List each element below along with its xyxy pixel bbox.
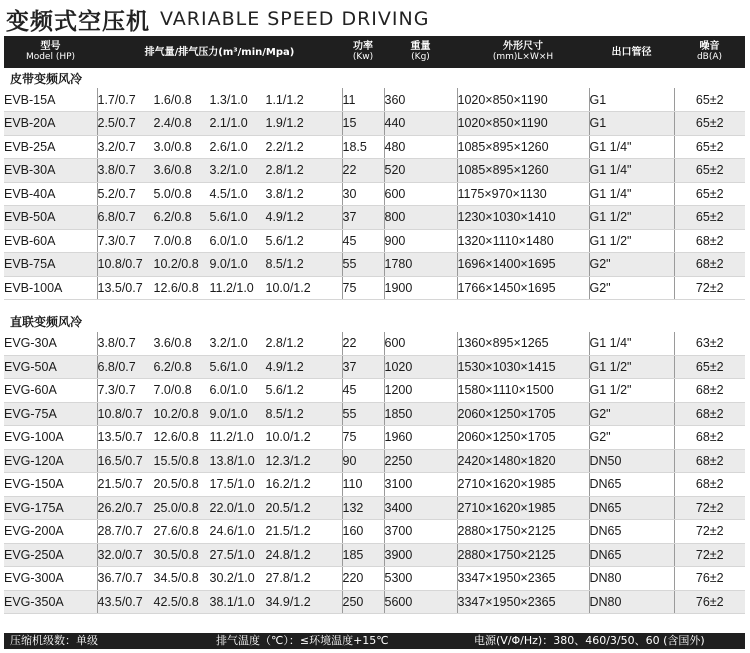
flow-value: 5.6/1.2 [265,383,304,398]
flow-value: 24.6/1.0 [209,524,255,539]
model-cell: EVB-20A [4,112,97,136]
flow-value: 32.0/0.7 [97,547,143,562]
flow-value: 3.8/0.7 [97,163,136,178]
dimensions-cell: 3347×1950×2365 [457,590,589,614]
table-row [4,135,745,159]
weight-cell: 3400 [384,496,457,520]
noise-cell: 72±2 [674,496,745,520]
section-title: 直联变频风冷 [4,312,745,332]
model-cell: EVB-100A [4,276,97,300]
outlet-cell: G1 1/4" [589,182,674,206]
dimensions-cell: 2060×1250×1705 [457,426,589,450]
noise-cell: 76±2 [674,590,745,614]
title-bar [6,2,429,36]
weight-cell: 1020 [384,355,457,379]
table-row [4,253,745,277]
model-cell: EVG-175A [4,496,97,520]
table-row [4,496,745,520]
noise-cell: 72±2 [674,543,745,567]
noise-cell: 65±2 [674,135,745,159]
power-cell: 37 [342,355,384,379]
dimensions-cell: 1530×1030×1415 [457,355,589,379]
model-cell: EVG-60A [4,379,97,403]
flow-value: 8.5/1.2 [265,406,304,421]
model-cell: EVG-350A [4,590,97,614]
power-cell: 22 [342,159,384,183]
model-cell: EVG-200A [4,520,97,544]
weight-cell: 3100 [384,473,457,497]
flow-cell [97,206,342,230]
flow-value: 43.5/0.7 [97,594,143,609]
flow-value: 34.5/0.8 [153,571,199,586]
footer-stages: 压缩机级数：单级 [10,634,98,647]
flow-cell [97,88,342,112]
weight-cell: 1960 [384,426,457,450]
power-cell: 75 [342,276,384,300]
noise-cell: 63±2 [674,332,745,356]
flow-value: 5.6/1.0 [209,359,248,374]
noise-cell: 65±2 [674,355,745,379]
flow-value: 2.4/0.8 [153,116,192,131]
outlet-cell: DN65 [589,473,674,497]
flow-cell [97,449,342,473]
flow-value: 10.2/0.8 [153,257,199,272]
spec-table [4,36,745,614]
flow-cell [97,355,342,379]
dimensions-cell: 2710×1620×1985 [457,496,589,520]
flow-value: 2.8/1.2 [265,163,304,178]
flow-value: 38.1/1.0 [209,594,255,609]
noise-cell: 68±2 [674,402,745,426]
title-english: VARIABLE SPEED DRIVING [160,8,430,30]
flow-value: 15.5/0.8 [153,453,199,468]
flow-value: 3.0/0.8 [153,139,192,154]
table-row [4,473,745,497]
flow-value: 27.5/1.0 [209,547,255,562]
weight-cell: 440 [384,112,457,136]
model-cell: EVG-150A [4,473,97,497]
flow-value: 1.9/1.2 [265,116,304,131]
flow-cell [97,567,342,591]
section-direct-drive [4,312,745,614]
flow-cell [97,182,342,206]
flow-value: 1.3/1.0 [209,92,248,107]
power-cell: 30 [342,182,384,206]
table-row [4,520,745,544]
weight-cell: 5600 [384,590,457,614]
flow-cell [97,253,342,277]
noise-cell: 68±2 [674,229,745,253]
noise-cell: 76±2 [674,567,745,591]
table-row [4,206,745,230]
flow-value: 42.5/0.8 [153,594,199,609]
flow-value: 2.8/1.2 [265,336,304,350]
section-title: 皮带变频风冷 [4,68,745,88]
weight-cell: 900 [384,229,457,253]
flow-value: 3.8/0.7 [97,336,136,350]
model-cell: EVG-30A [4,332,97,356]
dimensions-cell: 2880×1750×2125 [457,520,589,544]
weight-cell: 360 [384,88,457,112]
dimensions-cell: 1580×1110×1500 [457,379,589,403]
flow-value: 21.5/0.7 [97,477,143,492]
flow-value: 3.8/1.2 [265,186,304,201]
flow-value: 20.5/0.8 [153,477,199,492]
weight-cell: 600 [384,332,457,356]
outlet-cell: DN65 [589,520,674,544]
weight-cell: 520 [384,159,457,183]
header-outlet: 出口管径 [589,36,674,68]
flow-value: 7.3/0.7 [97,383,136,398]
flow-value: 34.9/1.2 [265,594,311,609]
dimensions-cell: 1766×1450×1695 [457,276,589,300]
title-chinese: 变频式空压机 [6,8,150,35]
flow-cell [97,276,342,300]
flow-cell [97,402,342,426]
outlet-cell: DN65 [589,496,674,520]
flow-value: 2.2/1.2 [265,139,304,154]
noise-cell: 65±2 [674,206,745,230]
noise-cell: 72±2 [674,276,745,300]
power-cell: 75 [342,426,384,450]
model-cell: EVB-15A [4,88,97,112]
outlet-cell: G1 1/2" [589,355,674,379]
outlet-cell: G2" [589,276,674,300]
noise-cell: 68±2 [674,253,745,277]
power-cell: 185 [342,543,384,567]
flow-value: 6.8/0.7 [97,210,136,225]
model-cell: EVB-40A [4,182,97,206]
flow-value: 3.2/1.0 [209,163,248,178]
section-spacer [4,300,745,312]
model-cell: EVG-300A [4,567,97,591]
footer-temp: 排气温度（℃）：≤环境温度+15℃ [216,634,389,647]
flow-cell [97,543,342,567]
model-cell: EVG-75A [4,402,97,426]
weight-cell: 800 [384,206,457,230]
outlet-cell: G2" [589,402,674,426]
outlet-cell: DN65 [589,543,674,567]
table-row [4,590,745,614]
power-cell: 37 [342,206,384,230]
table-row [4,567,745,591]
power-cell: 55 [342,402,384,426]
flow-value: 1.6/0.8 [153,92,192,107]
weight-cell: 600 [384,182,457,206]
flow-value: 11.2/1.0 [209,280,254,295]
flow-value: 30.2/1.0 [209,571,255,586]
weight-cell: 5300 [384,567,457,591]
noise-cell: 68±2 [674,449,745,473]
weight-cell: 480 [384,135,457,159]
flow-cell [97,135,342,159]
noise-cell: 68±2 [674,379,745,403]
weight-cell: 1900 [384,276,457,300]
flow-value: 5.6/1.2 [265,233,304,248]
flow-value: 21.5/1.2 [265,524,311,539]
flow-cell [97,112,342,136]
flow-value: 9.0/1.0 [209,257,248,272]
outlet-cell: G2" [589,426,674,450]
table-row [4,229,745,253]
model-cell: EVG-50A [4,355,97,379]
flow-value: 13.8/1.0 [209,453,255,468]
flow-value: 6.8/0.7 [97,359,136,374]
flow-value: 6.0/1.0 [209,233,248,248]
flow-value: 13.5/0.7 [97,280,143,295]
table-row [4,159,745,183]
outlet-cell: DN50 [589,449,674,473]
flow-value: 10.0/1.2 [265,430,311,445]
outlet-cell: G1 1/4" [589,159,674,183]
flow-value: 3.2/1.0 [209,336,248,350]
outlet-cell: DN80 [589,567,674,591]
flow-value: 10.8/0.7 [97,257,143,272]
outlet-cell: G1 1/2" [589,206,674,230]
outlet-cell: G1 1/4" [589,135,674,159]
table-row [4,379,745,403]
header-row [4,36,745,68]
flow-value: 12.6/0.8 [153,430,199,445]
flow-value: 4.9/1.2 [265,210,304,225]
power-cell: 11 [342,88,384,112]
flow-value: 10.8/0.7 [97,406,143,421]
flow-cell [97,496,342,520]
power-cell: 18.5 [342,135,384,159]
flow-cell [97,590,342,614]
power-cell: 132 [342,496,384,520]
flow-value: 11.2/1.0 [209,430,254,445]
flow-cell [97,159,342,183]
noise-cell: 65±2 [674,159,745,183]
flow-value: 2.1/1.0 [209,116,248,131]
dimensions-cell: 2880×1750×2125 [457,543,589,567]
model-cell: EVB-30A [4,159,97,183]
flow-value: 6.2/0.8 [153,210,192,225]
flow-cell [97,520,342,544]
flow-value: 7.0/0.8 [153,233,192,248]
flow-value: 6.0/1.0 [209,383,248,398]
section-belt-drive [4,68,745,300]
dimensions-cell: 1020×850×1190 [457,88,589,112]
flow-cell [97,332,342,356]
weight-cell: 3900 [384,543,457,567]
flow-value: 4.9/1.2 [265,359,304,374]
flow-value: 1.7/0.7 [97,92,136,107]
flow-value: 2.5/0.7 [97,116,136,131]
outlet-cell: G1 1/2" [589,379,674,403]
flow-value: 25.0/0.8 [153,500,199,515]
flow-value: 4.5/1.0 [209,186,248,201]
flow-value: 10.0/1.2 [265,280,311,295]
footer-bar [4,633,745,649]
outlet-cell: G1 1/4" [589,332,674,356]
model-cell: EVB-75A [4,253,97,277]
flow-value: 3.6/0.8 [153,163,192,178]
table-row [4,543,745,567]
table-row [4,449,745,473]
flow-value: 24.8/1.2 [265,547,311,562]
header-noise: 噪音 dB(A) [674,36,745,68]
header-power: 功率 (Kw) [342,36,384,68]
flow-value: 12.6/0.8 [153,280,199,295]
flow-value: 3.6/0.8 [153,336,192,350]
noise-cell: 65±2 [674,182,745,206]
flow-value: 27.6/0.8 [153,524,199,539]
model-cell: EVG-250A [4,543,97,567]
flow-value: 13.5/0.7 [97,430,143,445]
dimensions-cell: 1085×895×1260 [457,159,589,183]
flow-value: 20.5/1.2 [265,500,311,515]
header-weight: 重量 (Kg) [384,36,457,68]
flow-cell [97,426,342,450]
dimensions-cell: 1230×1030×1410 [457,206,589,230]
flow-value: 16.2/1.2 [265,477,311,492]
flow-value: 7.0/0.8 [153,383,192,398]
weight-cell: 1850 [384,402,457,426]
model-cell: EVB-60A [4,229,97,253]
noise-cell: 65±2 [674,88,745,112]
weight-cell: 2250 [384,449,457,473]
flow-value: 16.5/0.7 [97,453,143,468]
weight-cell: 1780 [384,253,457,277]
power-cell: 22 [342,332,384,356]
header-model: 型号 Model (HP) [4,36,97,68]
model-cell: EVB-50A [4,206,97,230]
outlet-cell: G1 [589,112,674,136]
weight-cell: 3700 [384,520,457,544]
flow-value: 7.3/0.7 [97,233,136,248]
table-row [4,182,745,206]
power-cell: 90 [342,449,384,473]
flow-value: 5.0/0.8 [153,186,192,201]
dimensions-cell: 2710×1620×1985 [457,473,589,497]
model-cell: EVG-100A [4,426,97,450]
flow-value: 27.8/1.2 [265,571,311,586]
model-cell: EVG-120A [4,449,97,473]
flow-value: 10.2/0.8 [153,406,199,421]
flow-value: 3.2/0.7 [97,139,136,154]
flow-value: 8.5/1.2 [265,257,304,272]
power-cell: 45 [342,379,384,403]
flow-value: 30.5/0.8 [153,547,199,562]
outlet-cell: DN80 [589,590,674,614]
dimensions-cell: 2060×1250×1705 [457,402,589,426]
flow-value: 26.2/0.7 [97,500,143,515]
dimensions-cell: 1085×895×1260 [457,135,589,159]
flow-value: 5.2/0.7 [97,186,136,201]
flow-cell [97,379,342,403]
power-cell: 45 [342,229,384,253]
table-row [4,112,745,136]
power-cell: 220 [342,567,384,591]
noise-cell: 68±2 [674,426,745,450]
table-row [4,355,745,379]
table-row [4,402,745,426]
power-cell: 160 [342,520,384,544]
flow-cell [97,229,342,253]
flow-value: 1.1/1.2 [265,92,304,107]
weight-cell: 1200 [384,379,457,403]
noise-cell: 72±2 [674,520,745,544]
flow-value: 2.6/1.0 [209,139,248,154]
footer-power-supply: 电源(V/Φ/Hz)：380、460/3/50、60 (含国外) [474,634,705,647]
outlet-cell: G1 1/2" [589,229,674,253]
flow-value: 17.5/1.0 [209,477,255,492]
noise-cell: 68±2 [674,473,745,497]
flow-value: 12.3/1.2 [265,453,311,468]
dimensions-cell: 2420×1480×1820 [457,449,589,473]
outlet-cell: G2" [589,253,674,277]
flow-value: 36.7/0.7 [97,571,143,586]
header-dims: 外形尺寸 (mm)L×W×H [457,36,589,68]
table-row [4,426,745,450]
model-cell: EVB-25A [4,135,97,159]
dimensions-cell: 1320×1110×1480 [457,229,589,253]
flow-value: 6.2/0.8 [153,359,192,374]
flow-value: 9.0/1.0 [209,406,248,421]
power-cell: 250 [342,590,384,614]
table-row [4,88,745,112]
header-flow: 排气量/排气压力(m³/min/Mpa) [97,36,342,68]
power-cell: 110 [342,473,384,497]
outlet-cell: G1 [589,88,674,112]
power-cell: 55 [342,253,384,277]
table-row [4,332,745,356]
dimensions-cell: 3347×1950×2365 [457,567,589,591]
dimensions-cell: 1020×850×1190 [457,112,589,136]
table-row [4,276,745,300]
flow-value: 22.0/1.0 [209,500,255,515]
flow-value: 5.6/1.0 [209,210,248,225]
flow-value: 28.7/0.7 [97,524,143,539]
flow-cell [97,473,342,497]
dimensions-cell: 1696×1400×1695 [457,253,589,277]
power-cell: 15 [342,112,384,136]
dimensions-cell: 1175×970×1130 [457,182,589,206]
dimensions-cell: 1360×895×1265 [457,332,589,356]
noise-cell: 65±2 [674,112,745,136]
